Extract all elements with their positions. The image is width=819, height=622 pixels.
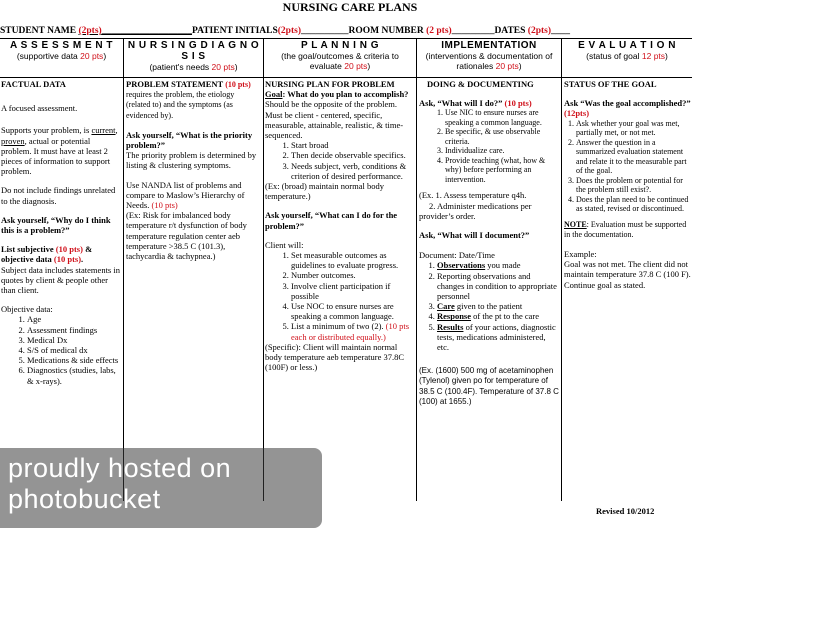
section-title: STATUS OF THE GOAL xyxy=(564,79,657,89)
list-item: 1. Ask whether your goal was met, partially met, or not met. xyxy=(576,119,692,138)
student-name-pts: (2pts)___________________ xyxy=(78,26,192,36)
watermark-text: proudly hosted on photobucket xyxy=(8,453,232,514)
planning-example: (Specific): Client will maintain normal body temperature aeb temperature 37.8C (100F) or less.) xyxy=(265,341,405,373)
section-title: FACTUAL DATA xyxy=(1,79,66,89)
evaluation-example: Goal was not met. The client did not maintain temperature 37.8 C (100 F). Continue goal as stated. xyxy=(564,259,691,290)
document-list xyxy=(419,260,559,352)
student-name-label: STUDENT NAME xyxy=(0,26,77,36)
heading-rule xyxy=(0,77,692,78)
list-item: 2. Number outcomes. xyxy=(291,270,414,280)
assessment-column xyxy=(1,79,120,392)
room-number-label: ROOM NUMBER xyxy=(348,26,424,36)
diagnosis-text: Use NANDA list of problems and compare to Maslow’s Hierarchy of Needs. (10 pts) xyxy=(126,179,245,211)
implementation-example: (Ex. (1600) 500 mg of acetaminophen (Tylenol) given po for temperature of 38.5 C (100.4F). Temperature of 37.8 C (100) at 1655.) xyxy=(419,366,559,406)
list-item: 1. Observations you made xyxy=(437,260,559,270)
list-item: 1. Age xyxy=(27,314,120,324)
column-heading-evaluation: E V A L U A T I O N (status of goal 12 pts) xyxy=(578,40,676,61)
list-item: 6. Diagnostics (studies, labs, & x-rays). xyxy=(27,365,120,385)
assessment-text: A focused assessment. xyxy=(1,103,78,114)
column-divider xyxy=(416,38,417,501)
column-heading-assessment: A S S E S S M E N T (supportive data 20 pts) xyxy=(9,40,114,61)
header-fields: STUDENT NAME (2pts)___________________PATIENT INITIALS(2pts)__________ROOM NUMBER (2 pts)_________DATES (2pts)____ xyxy=(0,26,571,36)
list-item: 5. Medications & side effects xyxy=(27,355,120,365)
dates-pts: (2pts) xyxy=(527,26,552,36)
diagnosis-ask: Ask yourself, “What is the priority problem?” xyxy=(126,129,253,151)
planning-ask: Ask yourself, “What can I do for the problem?” xyxy=(265,210,398,231)
list-item: 3. Involve client participation if possible xyxy=(291,281,414,301)
assessment-list: List subjective (10 pts) & objective data (10 pts). xyxy=(1,244,93,265)
implementation-example: 2. Administer medications per provider’s order. xyxy=(419,200,532,221)
column-divider xyxy=(123,38,124,501)
list-item: 2. Be specific, & use observable criteria. xyxy=(445,127,559,146)
list-item: 5. Results of your actions, diagnostic tests, medications administered, etc. xyxy=(437,322,559,353)
list-item: 3. Does the problem or potential for the problem still exist?. xyxy=(576,176,692,195)
list-item: 3. Needs subject, verb, conditions & criterion of desired performance. xyxy=(291,161,414,181)
column-divider xyxy=(263,38,264,501)
list-item: 3. Medical Dx xyxy=(27,335,120,345)
list-item: 2. Reporting observations and changes in condition to appropriate personnel xyxy=(437,271,559,302)
goal-text: Goal: What do you plan to accomplish? Should be the opposite of the problem. Must be client - centered, specific, measurable, attainable, realistic, & time-sequenced. xyxy=(265,89,409,141)
example-label: Example: xyxy=(564,249,597,260)
planning-example: (Ex: (broad) maintain normal body temperature.) xyxy=(265,181,384,202)
assessment-text: Supports your problem, is current, proven, actual or potential problem. It must have at least 2 pieces of information to support problem. xyxy=(1,125,118,177)
diagnosis-column xyxy=(126,79,260,270)
objective-label: Objective data: xyxy=(1,304,53,315)
list-item: 3. Care given to the patient xyxy=(437,301,559,311)
evaluation-ask: Ask “Was the goal accomplished?” (12pts) xyxy=(564,98,691,119)
list-item: 4. Provide teaching (what, how & why) before performing an intervention. xyxy=(445,156,559,185)
list-item: 4. Does the plan need to be continued as stated, revised or discontinued. xyxy=(576,195,692,214)
evaluation-list xyxy=(564,119,692,214)
column-heading-planning: P L A N N I N G (the goal/outcomes & criteria to evaluate 20 pts) xyxy=(281,40,399,71)
list-item: 4. Response of the pt to the care xyxy=(437,311,559,321)
list-item: 1. Set measurable outcomes as guidelines to evaluate progress. xyxy=(291,250,414,270)
assessment-text: Do not include findings unrelated to the diagnosis. xyxy=(1,185,116,206)
assessment-ask: Ask yourself, “Why do I think this is a problem?” xyxy=(1,214,111,236)
column-heading-implementation: IMPLEMENTATION (interventions & documentation of rationales 20 pts) xyxy=(425,40,553,71)
document-label: Document: Date/Time xyxy=(419,250,495,261)
page-title: NURSING CARE PLANS xyxy=(282,0,418,14)
list-item: 1. Start broad xyxy=(291,140,414,150)
patient-initials-label: PATIENT INITIALS xyxy=(191,26,278,36)
revised-date: Revised 10/2012 xyxy=(596,506,655,516)
column-divider xyxy=(561,38,562,501)
problem-statement: PROBLEM STATEMENT (10 pts) requires the problem, the etiology (related to) and the symptoms (as evidenced by). xyxy=(126,79,251,120)
patient-initials-pts: (2pts) xyxy=(277,26,301,36)
planning-column xyxy=(265,79,414,381)
list-item: 2. Answer the question in a summarized evaluation statement and relate it to the measurable part of the goal. xyxy=(576,138,692,176)
list-item: 4. S/S of medical dx xyxy=(27,345,120,355)
list-item: 1. Use NIC to ensure nurses are speaking a common language. xyxy=(445,108,559,127)
diagnosis-text: The priority problem is determined by listing & clustering symptoms. xyxy=(126,150,257,171)
photobucket-watermark xyxy=(0,448,322,528)
client-will-list xyxy=(265,250,414,342)
do-list xyxy=(419,108,559,184)
list-item: 3. Individualize care. xyxy=(445,146,559,156)
diagnosis-example: (Ex: Risk for imbalanced body temperature r/t dysfunction of body temperature regulation center aeb temperature >38.5 C (101.3), tachycardia & tachypnea.) xyxy=(126,210,247,262)
list-item: 2. Assessment findings xyxy=(27,325,120,335)
implementation-ask: Ask, “What will I document?” xyxy=(419,230,530,241)
evaluation-column xyxy=(564,79,692,299)
implementation-column xyxy=(419,79,559,416)
assessment-text: Subject data includes statements in quotes by client & people other than client. xyxy=(1,264,120,296)
column-heading-diagnosis: N U R S I N G D I A G N O S I S (patient's needs 20 pts) xyxy=(127,40,260,72)
section-title: NURSING PLAN FOR PROBLEM xyxy=(265,79,395,89)
top-rule xyxy=(0,38,692,39)
client-will-label: Client will: xyxy=(265,239,304,250)
implementation-ask: Ask, “What will I do?” (10 pts) xyxy=(419,98,532,109)
evaluation-note: NOTE: Evaluation must be supported in the documentation. xyxy=(564,219,687,239)
list-item: 4. Use NOC to ensure nurses are speaking a common language. xyxy=(291,301,414,321)
section-title: DOING & DOCUMENTING xyxy=(427,79,534,89)
implementation-example: (Ex. 1. Assess temperature q4h. xyxy=(419,190,527,201)
dates-label: DATES xyxy=(494,26,526,36)
room-number-pts: (2 pts) xyxy=(426,26,452,36)
list-item: 2. Then decide observable specifics. xyxy=(291,150,414,160)
objective-list xyxy=(1,314,120,385)
goal-list xyxy=(265,140,414,181)
list-item: 5. List a minimum of two (2). (10 pts each or distributed equally.) xyxy=(291,321,414,341)
